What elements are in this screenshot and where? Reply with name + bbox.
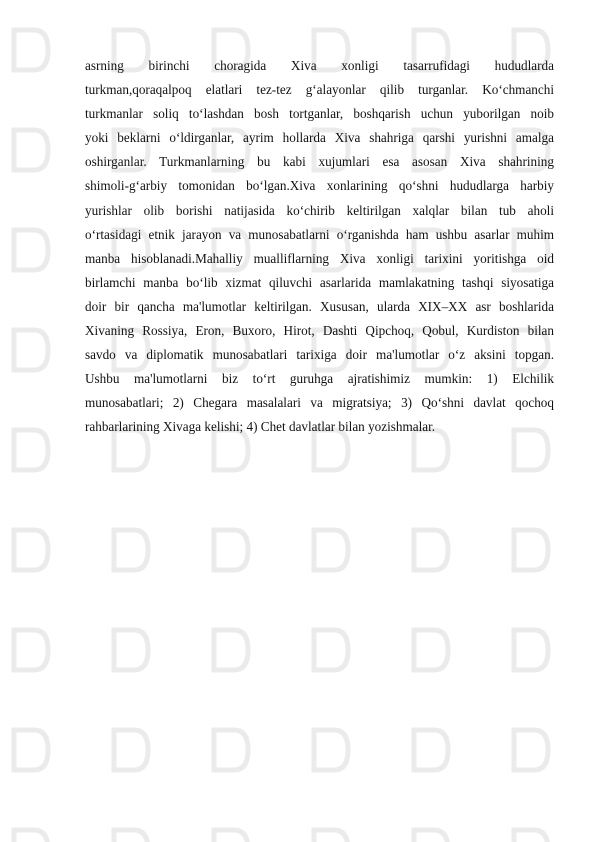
watermark-logo [214,530,248,570]
document-page-body [85,54,554,440]
watermark-logo [314,830,348,842]
watermark-logo [514,630,548,670]
watermark-logo [414,530,448,570]
watermark-logo [514,530,548,570]
watermark-logo [514,730,548,770]
watermark-logo [114,830,148,842]
watermark-logo [14,130,48,170]
text-line: yoki beklarni o‘ldirganlar, ayrim hollarda Xiva shahriga qarshi yurishni amalga [85,130,554,146]
watermark-logo [214,830,248,842]
text-line: turkmanlar soliq to‘lashdan bosh tortganlar, boshqarish uchun yuborilgan noib [85,106,554,122]
watermark-logo [14,230,48,270]
watermark-logo [14,30,48,70]
text-line: manba hisoblanadi.Mahalliy mualliflarning Xiva xonligi tarixini yoritishga oid [85,250,554,266]
text-line: Xivaning Rossiya, Eron, Buxoro, Hirot, Dashti Qipchoq, Qobul, Kurdiston bilan [85,323,554,339]
watermark-logo [314,630,348,670]
text-line: savdo va diplomatik munosabatlari tarixiga doir ma'lumotlar o‘z aksini topgan. [85,347,554,363]
watermark-logo [14,330,48,370]
watermark-logo [14,630,48,670]
watermark-logo [214,630,248,670]
text-line: oshirganlar. Turkmanlarning bu kabi xujumlari esa asosan Xiva shahrining [85,154,554,170]
watermark-logo [314,530,348,570]
watermark-logo [114,730,148,770]
watermark-logo [414,630,448,670]
body-paragraph [85,54,554,440]
text-line: birlamchi manba bo‘lib xizmat qiluvchi asarlarida mamlakatning tashqi siyosatiga [85,274,554,290]
watermark-logo [14,830,48,842]
watermark-logo [114,530,148,570]
text-line: yurishlar olib borishi natijasida ko‘chirib keltirilgan xalqlar bilan tub aholi [85,202,554,218]
text-line: turkman,qoraqalpoq elatlari tez-tez g‘alayonlar qilib turganlar. Ko‘chmanchi [85,82,554,98]
watermark-logo [514,830,548,842]
watermark-logo [14,430,48,470]
watermark-logo [414,730,448,770]
watermark-logo [214,730,248,770]
text-line: munosabatlari; 2) Chegara masalalari va migratsiya; 3) Qo‘shni davlat qochoq [85,395,554,411]
text-line: shimoli-g‘arbiy tomonidan bo‘lgan.Xiva xonlarining qo‘shni hududlarga harbiy [85,178,554,194]
text-line: rahbarlarining Xivaga kelishi; 4) Chet davlatlar bilan yozishmalar. [85,419,436,435]
watermark-logo [314,730,348,770]
text-line: o‘rtasidagi etnik jarayon va munosabatlarni o‘rganishda ham ushbu asarlar muhim [85,226,554,242]
watermark-logo [14,530,48,570]
text-line: Ushbu ma'lumotlarni biz to‘rt guruhga ajratishimiz mumkin: 1) Elchilik [85,371,554,387]
watermark-logo [114,630,148,670]
watermark-logo [414,830,448,842]
text-line: asrning birinchi choragida Xiva xonligi tasarrufidagi hududlarda [85,58,554,73]
text-line: doir bir qancha ma'lumotlar keltirilgan. Xususan, ularda XIX–XX asr boshlarida [85,298,554,314]
watermark-logo [14,730,48,770]
